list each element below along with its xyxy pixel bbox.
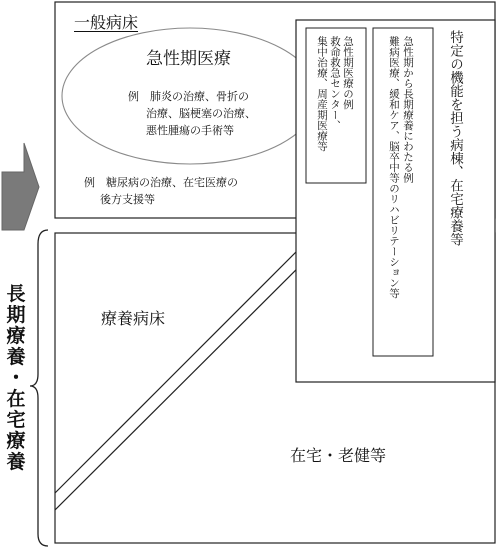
- side-label-char: 養: [6, 346, 26, 368]
- special-function-title: 特定の機能を担う病棟、在宅療養等: [447, 30, 463, 246]
- longterm-examples-text: 急性期から長期療養にわたる例 難病医療、緩和ケア、脳卒中等のリハビリテーション等: [388, 36, 414, 299]
- acute-care-example-line: 悪性腫瘍の手術等: [146, 124, 234, 137]
- side-label-char: 在: [6, 388, 26, 410]
- acute-care-title: 急性期医療: [146, 49, 231, 69]
- general-ward-example-line: 例 糖尿病の治療、在宅医療の: [84, 176, 238, 189]
- acute-care-example-line: 例 肺炎の治療、骨折の: [128, 90, 249, 103]
- acute-care-example-line: 治療、脳梗塞の治療、: [146, 107, 256, 120]
- side-label-char: 療: [6, 325, 26, 347]
- general-ward-title: 一般病床: [74, 13, 139, 32]
- home-care-title: 在宅・老健等: [290, 446, 387, 465]
- side-arrow: [2, 143, 39, 230]
- long-term-ward-title: 療養病床: [101, 309, 166, 328]
- acute-examples-text: 急性期医療の例 救命救急センター、 集中治療、周産期医療等: [316, 36, 354, 152]
- general-ward-example-line: 後方支援等: [100, 193, 155, 206]
- side-label-char: 宅: [6, 409, 26, 431]
- side-label-char: ・: [6, 367, 26, 389]
- side-label-char: 療: [6, 430, 26, 452]
- side-label-char: 期: [6, 304, 26, 326]
- side-label-char: 長: [6, 283, 26, 305]
- acute-care-examples: [128, 88, 256, 139]
- side-label-char: 養: [6, 451, 26, 473]
- side-label: [5, 284, 27, 473]
- side-brace: [30, 230, 48, 546]
- general-ward-examples: [84, 174, 238, 208]
